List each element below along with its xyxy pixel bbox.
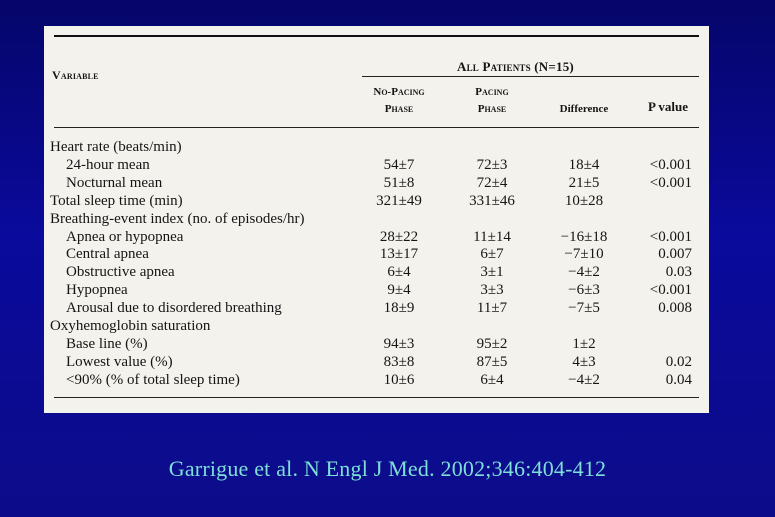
- cell-nopacing: 13±17: [379, 246, 419, 263]
- cell-pacing: 11±14: [473, 228, 511, 245]
- cell-nopacing: 54±7: [383, 156, 415, 173]
- row-label: Breathing-event index (no. of episodes/hr): [50, 210, 305, 227]
- col-header-pvalue: P value: [647, 99, 689, 114]
- cell-pacing: 3±3: [480, 282, 504, 299]
- cell-pvalue: 0.03: [665, 264, 692, 281]
- row-label: Total sleep time (min): [50, 192, 183, 209]
- cell-nopacing: 9±4: [387, 282, 411, 299]
- cell-nopacing: 10±6: [383, 371, 415, 388]
- row-label: Heart rate (beats/min): [50, 139, 182, 155]
- col-header-pacing: [452, 85, 532, 116]
- cell-nopacing: 83±8: [383, 353, 415, 370]
- col-header-difference: Difference: [559, 103, 609, 115]
- col-header-nopacing-line1: No-Pacing: [373, 86, 425, 98]
- cell-nopacing: 51±8: [383, 174, 415, 191]
- row-label: Lowest value (%): [66, 353, 173, 370]
- cell-nopacing: 94±3: [383, 335, 415, 352]
- row-label: Arousal due to disordered breathing: [66, 300, 282, 317]
- cell-difference: −16±18: [560, 228, 608, 245]
- row-label: Central apnea: [66, 246, 149, 263]
- col-header-nopacing-line2: Phase: [384, 103, 414, 115]
- cell-nopacing: 6±4: [387, 264, 411, 281]
- cell-pvalue: <0.001: [649, 174, 692, 191]
- row-label: Hypopnea: [66, 282, 128, 299]
- cell-difference: −7±5: [568, 300, 600, 317]
- col-header-nopacing: [359, 85, 439, 116]
- row-label: Nocturnal mean: [66, 174, 163, 191]
- cell-nopacing: 321±49: [376, 192, 422, 209]
- cell-difference: −7±10: [564, 246, 604, 263]
- cell-difference: −6±3: [568, 282, 600, 299]
- cell-pvalue: <0.001: [649, 228, 692, 245]
- cell-difference: −4±2: [568, 264, 600, 281]
- header-rule: [54, 127, 699, 128]
- cell-pvalue: <0.001: [649, 156, 692, 173]
- cell-pacing: 11±7: [476, 300, 508, 317]
- cell-difference: 4±3: [572, 353, 596, 370]
- row-label: <90% (% of total sleep time): [66, 371, 240, 388]
- cell-pacing: 331±46: [469, 192, 515, 209]
- top-rule: [54, 35, 699, 37]
- variable-header: Variable: [52, 68, 99, 82]
- cell-pvalue: <0.001: [649, 282, 692, 299]
- cell-pacing: 72±4: [476, 174, 508, 191]
- group-header-rule: [362, 76, 699, 77]
- cell-difference: 21±5: [568, 174, 600, 191]
- cell-pacing: 6±4: [480, 371, 504, 388]
- cell-pvalue: 0.04: [665, 371, 692, 388]
- col-header-pacing-line2: Phase: [477, 103, 507, 115]
- group-header: All Patients (N=15): [457, 59, 574, 74]
- cell-pacing: 95±2: [476, 335, 508, 352]
- cell-difference: 1±2: [572, 335, 596, 352]
- cell-nopacing: 28±22: [379, 228, 419, 245]
- cell-difference: 18±4: [568, 156, 600, 173]
- row-label: 24-hour mean: [66, 156, 150, 173]
- cell-pacing: 3±1: [480, 264, 504, 281]
- cell-pvalue: 0.008: [658, 300, 692, 317]
- cell-difference: 10±28: [564, 192, 604, 209]
- row-label: Obstructive apnea: [66, 264, 175, 281]
- cell-nopacing: 18±9: [383, 300, 415, 317]
- citation: Garrigue et al. N Engl J Med. 2002;346:404-412: [168, 456, 607, 481]
- cell-difference: −4±2: [568, 371, 600, 388]
- table-panel: [44, 26, 709, 413]
- bottom-rule: [54, 397, 699, 398]
- col-header-pacing-line1: Pacing: [475, 86, 509, 98]
- cell-pacing: 87±5: [476, 353, 508, 370]
- cell-pvalue: 0.02: [665, 353, 692, 370]
- cell-pvalue: 0.007: [658, 246, 692, 263]
- row-label: Apnea or hypopnea: [66, 228, 184, 245]
- row-label: Base line (%): [66, 335, 148, 352]
- row-label: Oxyhemoglobin saturation: [50, 318, 211, 334]
- cell-pacing: 6±7: [480, 246, 504, 263]
- cell-pacing: 72±3: [476, 156, 508, 173]
